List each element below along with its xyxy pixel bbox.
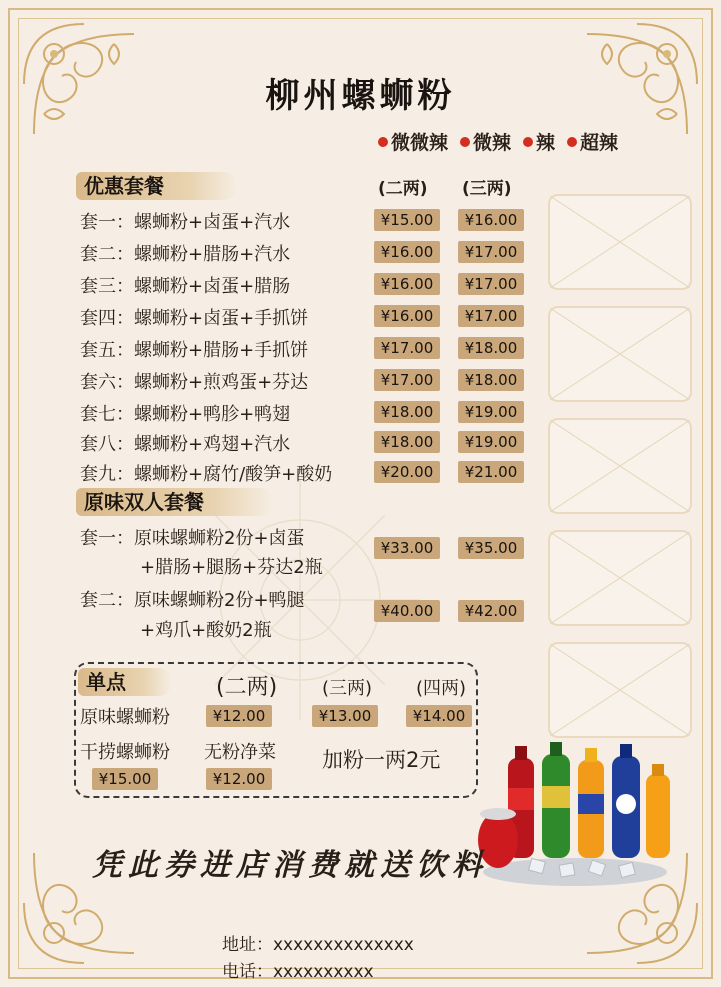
double-item-line: +腊肠+腿肠+芬达2瓶 [140, 557, 323, 578]
red-dot-icon [378, 137, 388, 147]
single-item-name: 干捞螺蛳粉 [80, 742, 170, 763]
spice-level-label: 微微辣 [391, 132, 449, 154]
spice-level-row [378, 128, 624, 155]
address-line [222, 930, 414, 955]
extra-noodle-note: 加粉一两2元 [322, 748, 441, 772]
single-item-name: 原味螺蛳粉 [80, 707, 170, 728]
photo-placeholder [548, 530, 692, 626]
price-tag: ¥18.00 [458, 337, 524, 359]
price-tag: ¥16.00 [374, 305, 440, 327]
drinks-bottles-icon [470, 740, 680, 890]
price-tag: ¥18.00 [458, 369, 524, 391]
price-tag: ¥15.00 [92, 768, 158, 790]
single-size-label-2: (二两) [216, 675, 278, 700]
image-placeholder-icon [550, 308, 690, 400]
spice-level-label: 辣 [536, 132, 556, 154]
price-tag: ¥18.00 [374, 401, 440, 423]
phone-label: 电话： [222, 962, 273, 982]
price-tag: ¥17.00 [374, 369, 440, 391]
spice-level-label: 超辣 [580, 132, 619, 154]
price-tag: ¥15.00 [374, 209, 440, 231]
combo-item-name: 套二：螺蛳粉+腊肠+汽水 [80, 244, 291, 265]
price-tag: ¥42.00 [458, 600, 524, 622]
single-section-header: 单点 [78, 668, 172, 696]
combo-item-name: 套八：螺蛳粉+鸡翅+汽水 [80, 434, 291, 455]
red-dot-icon [567, 137, 577, 147]
page-title: 柳州螺蛳粉 [265, 76, 456, 116]
image-placeholder-icon [550, 420, 690, 512]
photo-placeholder [548, 306, 692, 402]
spice-level-option [523, 128, 555, 155]
address-label: 地址： [222, 935, 273, 955]
price-tag: ¥19.00 [458, 431, 524, 453]
single-size-label-3: (三两) [322, 678, 373, 699]
spice-level-label: 微辣 [473, 132, 512, 154]
double-section-header: 原味双人套餐 [76, 488, 274, 516]
red-dot-icon [523, 137, 533, 147]
spice-level-option [378, 128, 448, 155]
image-placeholder-icon [550, 532, 690, 624]
combo-item-name: 套一：螺蛳粉+卤蛋+汽水 [80, 212, 291, 233]
price-tag: ¥12.00 [206, 768, 272, 790]
double-item-line: 套一：原味螺蛳粉2份+卤蛋 [80, 528, 305, 549]
price-tag: ¥17.00 [458, 241, 524, 263]
price-tag: ¥19.00 [458, 401, 524, 423]
red-dot-icon [460, 137, 470, 147]
photo-placeholder [548, 642, 692, 738]
price-tag: ¥12.00 [206, 705, 272, 727]
price-tag: ¥16.00 [458, 209, 524, 231]
photo-placeholder [548, 418, 692, 514]
combo-size-label-3: (三两) [462, 179, 512, 199]
price-tag: ¥14.00 [406, 705, 472, 727]
single-size-label-4: (四两) [416, 678, 467, 699]
address-value: xxxxxxxxxxxxxx [273, 935, 414, 955]
price-tag: ¥17.00 [374, 337, 440, 359]
image-placeholder-icon [550, 644, 690, 736]
combo-item-name: 套四：螺蛳粉+卤蛋+手抓饼 [80, 308, 309, 329]
price-tag: ¥17.00 [458, 305, 524, 327]
price-tag: ¥13.00 [312, 705, 378, 727]
phone-value: xxxxxxxxxx [273, 962, 374, 982]
combo-item-name: 套六：螺蛳粉+煎鸡蛋+芬达 [80, 372, 309, 393]
price-tag: ¥33.00 [374, 537, 440, 559]
combo-item-name: 套三：螺蛳粉+卤蛋+腊肠 [80, 276, 291, 297]
phone-line [222, 957, 374, 982]
price-tag: ¥17.00 [458, 273, 524, 295]
spice-level-option [460, 128, 511, 155]
spice-level-option [567, 128, 618, 155]
coupon-slogan: 凭此券进店消费就送饮料 [92, 848, 488, 883]
price-tag: ¥18.00 [374, 431, 440, 453]
double-item-line: 套二：原味螺蛳粉2份+鸭腿 [80, 590, 305, 611]
single-item-name: 无粉净菜 [204, 742, 276, 763]
combo-size-label-2: (二两) [378, 179, 428, 199]
price-tag: ¥20.00 [374, 461, 440, 483]
price-tag: ¥40.00 [374, 600, 440, 622]
price-tag: ¥16.00 [374, 273, 440, 295]
price-tag: ¥21.00 [458, 461, 524, 483]
combo-item-name: 套五：螺蛳粉+腊肠+手抓饼 [80, 340, 309, 361]
price-tag: ¥16.00 [374, 241, 440, 263]
combo-item-name: 套九：螺蛳粉+腐竹/酸笋+酸奶 [80, 464, 333, 485]
double-item-line: +鸡爪+酸奶2瓶 [140, 620, 272, 641]
image-placeholder-icon [550, 196, 690, 288]
combo-item-name: 套七：螺蛳粉+鸭胗+鸭翅 [80, 404, 291, 425]
price-tag: ¥35.00 [458, 537, 524, 559]
combo-section-header: 优惠套餐 [76, 172, 238, 200]
photo-placeholder [548, 194, 692, 290]
